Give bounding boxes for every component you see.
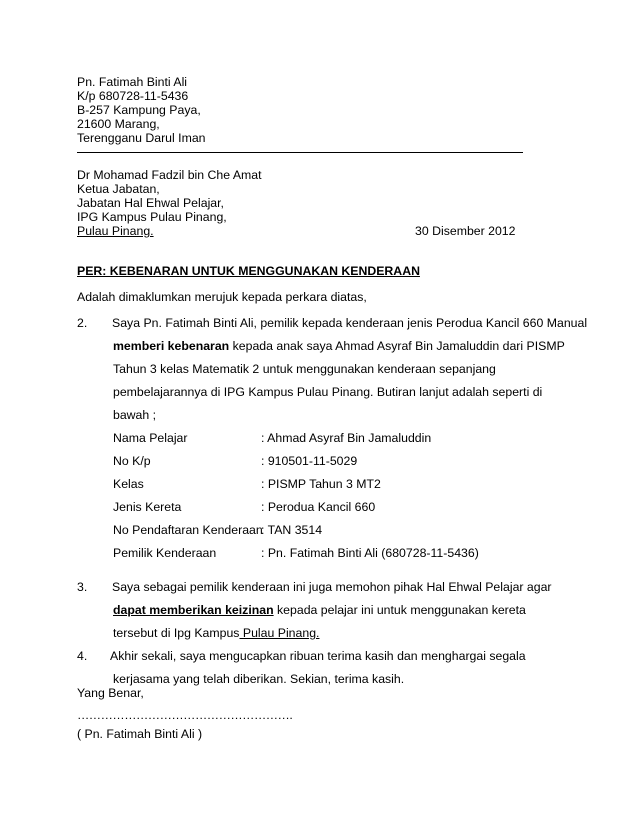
- para4-line2: kerjasama yang telah diberikan. Sekian, terima kasih.: [113, 672, 405, 686]
- para4-line1: Akhir sekali, saya mengucapkan ribuan terima kasih dan menghargai segala: [110, 649, 526, 663]
- sender-state: Terengganu Darul Iman: [77, 131, 206, 145]
- para3-line3-start: tersebut di Ipg Kampus: [113, 626, 240, 640]
- para3-line3-end: Pulau Pinang.: [239, 626, 320, 640]
- header-divider: [77, 152, 523, 153]
- detail-label: Kelas: [113, 477, 144, 491]
- sender-address1: B-257 Kampung Paya,: [77, 103, 201, 117]
- para2-number: 2.: [77, 316, 88, 330]
- para2-line5: bawah ;: [113, 408, 157, 422]
- signature-line: ……………………………………………….: [77, 708, 293, 722]
- recipient-city: Pulau Pinang.: [77, 224, 154, 238]
- recipient-campus: IPG Kampus Pulau Pinang,: [77, 210, 227, 224]
- para2-bold-phrase: memberi kebenaran: [113, 339, 230, 353]
- letter-subject: PER: KEBENARAN UNTUK MENGGUNAKAN KENDERAAN: [77, 264, 420, 278]
- sender-name: Pn. Fatimah Binti Ali: [77, 75, 188, 89]
- para3-bold-phrase: dapat memberikan keizinan: [113, 603, 274, 617]
- para3-line3: [113, 626, 319, 641]
- para3-line1: Saya sebagai pemilik kenderaan ini juga memohon pihak Hal Ehwal Pelajar agar: [112, 580, 552, 594]
- para2-line4: pembelajarannya di IPG Kampus Pulau Pinang. Butiran lanjut adalah seperti di: [113, 385, 543, 399]
- detail-label: No K/p: [113, 454, 151, 468]
- detail-value: : Ahmad Asyraf Bin Jamaluddin: [261, 431, 432, 445]
- para3-line2: [113, 603, 526, 618]
- detail-value: : TAN 3514: [261, 523, 323, 537]
- sender-kp: K/p 680728-11-5436: [77, 89, 189, 103]
- sender-address2: 21600 Marang,: [77, 117, 160, 131]
- detail-label: Nama Pelajar: [113, 431, 188, 445]
- detail-value: : PISMP Tahun 3 MT2: [261, 477, 381, 491]
- para2-line2: [113, 339, 565, 354]
- intro-line: Adalah dimaklumkan merujuk kepada perkara diatas,: [77, 290, 367, 304]
- detail-label: Jenis Kereta: [113, 500, 182, 514]
- detail-label: No Pendaftaran Kenderaan: [113, 523, 263, 537]
- para4-number: 4.: [77, 649, 88, 663]
- para3-line2-rest: kepada pelajar ini untuk menggunakan kereta: [273, 603, 526, 617]
- detail-label: Pemilik Kenderaan: [113, 546, 217, 560]
- para3-number: 3.: [77, 580, 88, 594]
- closing-text: Yang Benar,: [77, 686, 144, 700]
- recipient-title: Ketua Jabatan,: [77, 182, 160, 196]
- detail-value: : Perodua Kancil 660: [261, 500, 376, 514]
- detail-value: : 910501-11-5029: [261, 454, 358, 468]
- para2-line3: Tahun 3 kelas Matematik 2 untuk menggunakan kenderaan sepanjang: [113, 362, 496, 376]
- letter-date: 30 Disember 2012: [415, 224, 516, 238]
- para2-line1: Saya Pn. Fatimah Binti Ali, pemilik kepada kenderaan jenis Perodua Kancil 660 Manual: [112, 316, 588, 330]
- signatory-name: ( Pn. Fatimah Binti Ali ): [77, 727, 203, 741]
- recipient-name: Dr Mohamad Fadzil bin Che Amat: [77, 168, 262, 182]
- para2-line2-rest: kepada anak saya Ahmad Asyraf Bin Jamaluddin dari PISMP: [229, 339, 565, 353]
- recipient-dept: Jabatan Hal Ehwal Pelajar,: [77, 196, 224, 210]
- detail-value: : Pn. Fatimah Binti Ali (680728-11-5436): [261, 546, 479, 560]
